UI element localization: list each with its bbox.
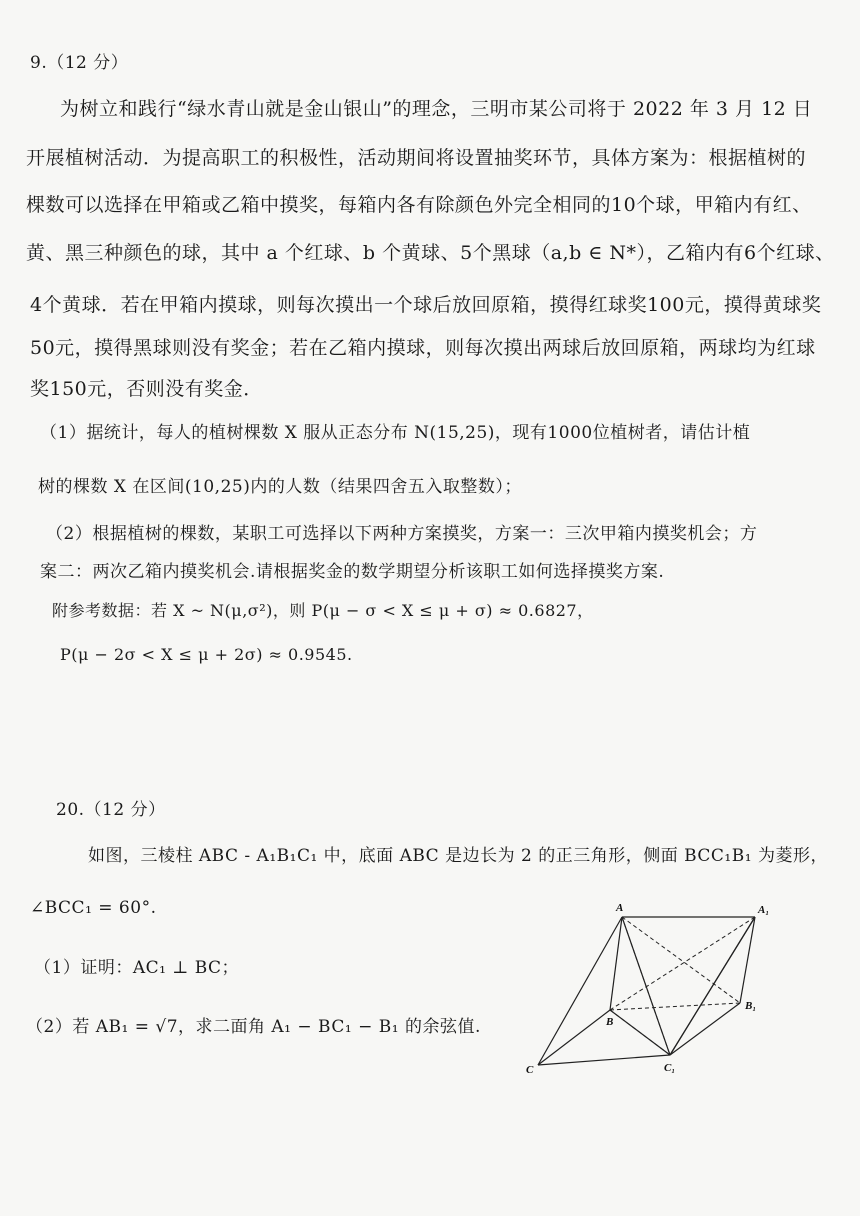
dashed-edge-B-A1 bbox=[610, 917, 755, 1010]
q20-subquestion-1: （1）证明：AC₁ ⊥ BC； bbox=[34, 958, 240, 978]
q19-paragraph-line-1: 为树立和践行“绿水青山就是金山银山”的理念，三明市某公司将于 2022 年 3 月 12 日 bbox=[60, 98, 813, 120]
edge-B-C bbox=[538, 1010, 610, 1065]
edge-C1-A1-front bbox=[670, 917, 755, 1055]
q19-reference-data-line-2: P(μ − 2σ < X ≤ μ + 2σ) ≈ 0.9545. bbox=[60, 645, 353, 664]
vertex-label-B1: B₁ bbox=[745, 1000, 757, 1012]
dashed-edge-A-B1 bbox=[622, 917, 740, 1003]
vertex-label-C: C bbox=[526, 1064, 534, 1076]
prism-diagram bbox=[520, 895, 790, 1085]
vertex-label-B: B bbox=[606, 1016, 614, 1028]
triangular-prism-figure bbox=[520, 895, 790, 1085]
q19-subquestion-1-line-2: 树的棵数 X 在区间(10,25)内的人数（结果四舍五入取整数）； bbox=[38, 477, 522, 497]
q19-subquestion-2-line-2: 案二：两次乙箱内摸奖机会.请根据奖金的数学期望分析该职工如何选择摸奖方案. bbox=[40, 562, 665, 582]
q19-paragraph-line-5: 4个黄球．若在甲箱内摸球，则每次摸出一个球后放回原箱，摸得红球奖100元，摸得黄球奖 bbox=[30, 294, 822, 316]
q20-title: 20.（12 分） bbox=[56, 800, 166, 820]
q19-paragraph-line-6: 50元，摸得黑球则没有奖金；若在乙箱内摸球，则每次摸出两球后放回原箱，两球均为红球 bbox=[30, 337, 816, 359]
dashed-edge-B-B1 bbox=[610, 1003, 740, 1010]
vertex-label-C1: C₁ bbox=[664, 1062, 676, 1074]
q20-paragraph-line-2: ∠BCC₁ = 60°. bbox=[30, 898, 157, 918]
q19-title: 9.（12 分） bbox=[30, 53, 129, 73]
q19-subquestion-1-line-1: （1）据统计，每人的植树棵数 X 服从正态分布 N(15,25)，现有1000位植树者，请估计植 bbox=[40, 423, 751, 443]
q19-paragraph-line-7: 奖150元，否则没有奖金． bbox=[30, 378, 263, 400]
edge-C-C1 bbox=[538, 1055, 670, 1065]
q20-paragraph-line-1: 如图，三棱柱 ABC - A₁B₁C₁ 中，底面 ABC 是边长为 2 的正三角形，侧面 BCC₁B₁ 为菱形， bbox=[88, 846, 828, 866]
q19-subquestion-2-line-1: （2）根据植树的棵数，某职工可选择以下两种方案摸奖，方案一：三次甲箱内摸奖机会；方 bbox=[46, 524, 758, 544]
q20-subquestion-2: （2）若 AB₁ = √7，求二面角 A₁ − BC₁ − B₁ 的余弦值. bbox=[26, 1017, 481, 1037]
vertex-label-A1: A₁ bbox=[758, 904, 770, 916]
q19-paragraph-line-3: 棵数可以选择在甲箱或乙箱中摸奖，每箱内各有除颜色外完全相同的10个球，甲箱内有红、 bbox=[26, 194, 812, 216]
edge-A-C bbox=[538, 917, 622, 1065]
q19-reference-data-line-1: 附参考数据：若 X ~ N(μ,σ²)，则 P(μ − σ < X ≤ μ + σ) ≈ 0.6827， bbox=[52, 601, 594, 620]
vertex-label-A: A bbox=[616, 902, 624, 914]
edge-B1-C1 bbox=[670, 1003, 740, 1055]
q19-paragraph-line-2: 开展植树活动．为提高职工的积极性，活动期间将设置抽奖环节，具体方案为：根据植树的 bbox=[26, 147, 807, 169]
edge-A-B bbox=[610, 917, 622, 1010]
q19-paragraph-line-4: 黄、黑三种颜色的球，其中 a 个红球、b 个黄球、5个黑球（a,b ∈ N*），乙箱内有6个红球、 bbox=[26, 242, 835, 264]
